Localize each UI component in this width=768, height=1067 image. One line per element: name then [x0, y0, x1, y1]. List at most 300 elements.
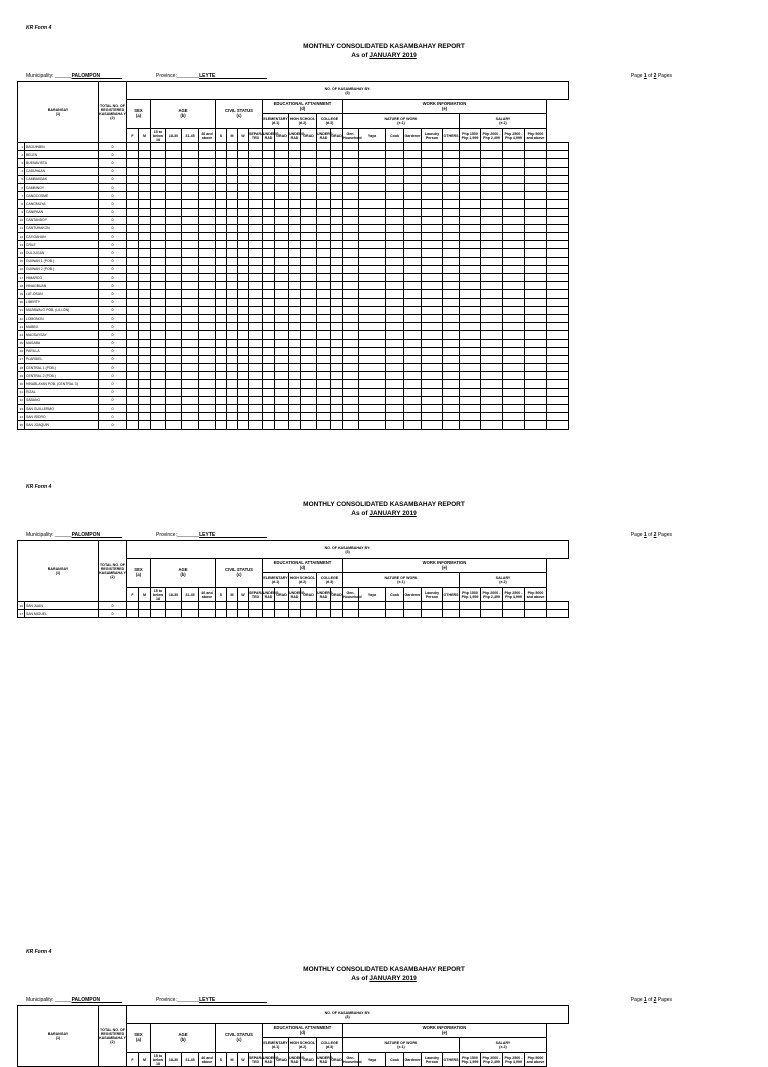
- table-cell: [199, 167, 216, 175]
- table-cell: [481, 208, 503, 216]
- table-cell: [127, 396, 139, 404]
- no-of-kasambahay-header: NO. OF KASAMBAHAY BY: (3): [127, 82, 569, 100]
- table-cell: [404, 159, 422, 167]
- table-cell: [386, 290, 404, 298]
- table-cell: [275, 355, 289, 363]
- barangay-name: SAN JUAN: [25, 602, 99, 610]
- table-cell: [317, 192, 331, 200]
- table-cell: [359, 224, 386, 232]
- table-cell: [151, 282, 166, 290]
- table-cell: [317, 249, 331, 257]
- table-cell: [343, 192, 359, 200]
- table-cell: [182, 249, 199, 257]
- table-cell: [301, 282, 317, 290]
- salary-header: SALARY (e.2): [460, 1038, 547, 1053]
- table-cell: [317, 396, 331, 404]
- table-cell: [317, 306, 331, 314]
- table-cell: [343, 339, 359, 347]
- table-cell: [275, 249, 289, 257]
- table-cell: [199, 183, 216, 191]
- table-row: [18, 331, 569, 339]
- table-cell: [343, 602, 359, 610]
- table-cell: [289, 159, 301, 167]
- table-cell: [199, 413, 216, 421]
- table-cell: [166, 610, 182, 618]
- table-cell: [199, 306, 216, 314]
- table-cell: [289, 298, 301, 306]
- table-cell: [127, 331, 139, 339]
- table-cell: [404, 208, 422, 216]
- table-cell: [139, 249, 151, 257]
- table-cell: [199, 192, 216, 200]
- table-cell: [481, 380, 503, 388]
- table-cell: [422, 183, 443, 191]
- table-cell: [422, 233, 443, 241]
- table-cell: [331, 314, 343, 322]
- barangay-name: CAMBINOY: [25, 183, 99, 191]
- table-cell: [227, 257, 238, 265]
- table-cell: [331, 364, 343, 372]
- table-cell: [289, 396, 301, 404]
- table-cell: [263, 388, 275, 396]
- table-cell: [301, 602, 317, 610]
- table-cell: [331, 413, 343, 421]
- subheader-cell: Yaya: [359, 588, 386, 602]
- table-cell: [386, 274, 404, 282]
- table-cell: [238, 241, 249, 249]
- table-cell: [275, 388, 289, 396]
- table-cell: [404, 396, 422, 404]
- table-cell: [301, 224, 317, 232]
- total-registered: 0: [99, 274, 127, 282]
- table-cell: [503, 355, 525, 363]
- barangay-name: CANTUHAKON: [25, 224, 99, 232]
- table-cell: [481, 306, 503, 314]
- row-number: 11: [18, 224, 25, 232]
- table-cell: [227, 355, 238, 363]
- table-cell: [275, 274, 289, 282]
- table-cell: [166, 200, 182, 208]
- table-cell: [443, 265, 460, 273]
- table-cell: [547, 192, 569, 200]
- report-title-block: [0, 500, 768, 518]
- table-cell: [151, 413, 166, 421]
- table-cell: [289, 314, 301, 322]
- table-cell: [525, 143, 547, 151]
- table-cell: [386, 421, 404, 429]
- table-cell: [263, 241, 275, 249]
- table-cell: [199, 216, 216, 224]
- table-cell: [503, 175, 525, 183]
- table-cell: [301, 405, 317, 413]
- table-cell: [127, 274, 139, 282]
- college-header: COLLEGE (d.3): [317, 114, 343, 129]
- table-cell: [422, 610, 443, 618]
- civil-status-header: CIVIL STATUS (c): [216, 100, 263, 129]
- subheader-cell: M: [139, 1053, 151, 1067]
- table-cell: [249, 175, 263, 183]
- table-cell: [301, 306, 317, 314]
- table-cell: [317, 274, 331, 282]
- table-cell: [263, 421, 275, 429]
- table-cell: [182, 151, 199, 159]
- table-cell: [139, 290, 151, 298]
- table-cell: [386, 339, 404, 347]
- table-cell: [503, 610, 525, 618]
- total-registered: 0: [99, 241, 127, 249]
- table-cell: [275, 290, 289, 298]
- table-cell: [481, 405, 503, 413]
- barangay-name: SAN MIGUEL: [25, 610, 99, 618]
- table-cell: [227, 249, 238, 257]
- subheader-cell: F: [127, 588, 139, 602]
- table-cell: [249, 306, 263, 314]
- table-cell: [331, 339, 343, 347]
- table-cell: [238, 380, 249, 388]
- table-cell: [460, 224, 481, 232]
- subheader-cell: 31-45: [182, 129, 199, 143]
- subheader-cell: SEPARA TED: [249, 1053, 263, 1067]
- subheader-cell: 18-30: [166, 1053, 182, 1067]
- table-cell: [331, 380, 343, 388]
- row-number: 17: [18, 274, 25, 282]
- table-cell: [227, 216, 238, 224]
- table-cell: [460, 314, 481, 322]
- table-cell: [343, 314, 359, 322]
- table-cell: [503, 233, 525, 241]
- table-cell: [547, 298, 569, 306]
- college-header: COLLEGE (d.3): [317, 1038, 343, 1053]
- table-cell: [460, 274, 481, 282]
- table-cell: [199, 224, 216, 232]
- subheader-cell: 46 and above: [199, 588, 216, 602]
- table-cell: [166, 388, 182, 396]
- table-cell: [275, 159, 289, 167]
- table-cell: [151, 159, 166, 167]
- table-cell: [525, 282, 547, 290]
- table-cell: [503, 265, 525, 273]
- table-row: [18, 208, 569, 216]
- total-registered: 0: [99, 298, 127, 306]
- table-cell: [331, 290, 343, 298]
- table-cell: [227, 290, 238, 298]
- table-cell: [227, 208, 238, 216]
- elementary-header: ELEMENTARY (d.1): [263, 573, 289, 588]
- subheader-cell: 18-30: [166, 129, 182, 143]
- table-cell: [443, 249, 460, 257]
- table-cell: [547, 413, 569, 421]
- table-cell: [331, 405, 343, 413]
- table-cell: [289, 421, 301, 429]
- table-cell: [443, 388, 460, 396]
- barangay-name: CANGMUYA: [25, 200, 99, 208]
- table-cell: [359, 602, 386, 610]
- table-cell: [199, 208, 216, 216]
- table-cell: [525, 249, 547, 257]
- table-cell: [503, 347, 525, 355]
- table-cell: [249, 167, 263, 175]
- table-cell: [289, 192, 301, 200]
- table-cell: [139, 274, 151, 282]
- table-cell: [386, 175, 404, 183]
- total-registered: 0: [99, 249, 127, 257]
- table-row: [18, 314, 569, 322]
- table-cell: [166, 290, 182, 298]
- table-row: [18, 372, 569, 380]
- table-cell: [289, 413, 301, 421]
- table-cell: [182, 347, 199, 355]
- total-registered: 0: [99, 143, 127, 151]
- table-cell: [216, 372, 227, 380]
- table-cell: [331, 208, 343, 216]
- subheader-cell: F: [127, 1053, 139, 1067]
- table-cell: [503, 331, 525, 339]
- table-cell: [301, 183, 317, 191]
- report-table-1: [17, 81, 569, 430]
- table-cell: [460, 405, 481, 413]
- table-cell: [182, 200, 199, 208]
- province-field: Province:________LEYTE: [156, 997, 267, 1003]
- nature-of-work-header: NATURE OF WORK (e.1): [343, 1038, 460, 1053]
- table-cell: [166, 265, 182, 273]
- table-cell: [343, 200, 359, 208]
- table-cell: [182, 265, 199, 273]
- table-cell: [525, 183, 547, 191]
- table-cell: [227, 421, 238, 429]
- table-cell: [275, 224, 289, 232]
- total-registered: 0: [99, 233, 127, 241]
- table-cell: [422, 159, 443, 167]
- table-cell: [127, 159, 139, 167]
- subheader-cell: UNDERG RAD: [317, 1053, 331, 1067]
- table-cell: [301, 192, 317, 200]
- table-cell: [343, 224, 359, 232]
- table-cell: [301, 249, 317, 257]
- table-cell: [182, 224, 199, 232]
- table-cell: [404, 192, 422, 200]
- table-cell: [386, 364, 404, 372]
- table-cell: [151, 396, 166, 404]
- table-cell: [227, 347, 238, 355]
- subheader-cell: S: [216, 129, 227, 143]
- subheader-cell: GRAD: [331, 1053, 343, 1067]
- table-cell: [301, 143, 317, 151]
- table-cell: [317, 413, 331, 421]
- table-cell: [263, 233, 275, 241]
- table-cell: [238, 314, 249, 322]
- table-cell: [263, 372, 275, 380]
- total-registered: 0: [99, 216, 127, 224]
- subheader-cell: OTHERS: [443, 1053, 460, 1067]
- table-cell: [139, 413, 151, 421]
- table-cell: [422, 249, 443, 257]
- table-cell: [263, 355, 275, 363]
- table-cell: [199, 602, 216, 610]
- table-cell: [216, 364, 227, 372]
- table-cell: [386, 208, 404, 216]
- subheader-cell: M: [227, 588, 238, 602]
- barangay-name: LOMONON: [25, 314, 99, 322]
- barangay-name: BAGUINBIN: [25, 143, 99, 151]
- table-cell: [460, 159, 481, 167]
- table-cell: [443, 413, 460, 421]
- table-cell: [404, 151, 422, 159]
- table-cell: [481, 388, 503, 396]
- table-row: [18, 224, 569, 232]
- table-cell: [238, 151, 249, 159]
- table-cell: [404, 249, 422, 257]
- table-cell: [139, 323, 151, 331]
- table-cell: [289, 339, 301, 347]
- table-cell: [199, 249, 216, 257]
- table-cell: [547, 183, 569, 191]
- province-field: Province:________LEYTE: [156, 532, 267, 538]
- table-cell: [331, 298, 343, 306]
- table-cell: [127, 339, 139, 347]
- barangay-name: MAZAWALO POB. (LILI-ON): [25, 306, 99, 314]
- table-cell: [460, 200, 481, 208]
- report-month: JANUARY 2019: [369, 975, 417, 982]
- table-row: [18, 274, 569, 282]
- table-cell: [443, 200, 460, 208]
- table-cell: [227, 306, 238, 314]
- table-cell: [525, 241, 547, 249]
- table-cell: [182, 290, 199, 298]
- table-cell: [331, 257, 343, 265]
- municipality-field: Municipality: ______PALOMPON: [26, 997, 122, 1003]
- page-indicator: Page 1 of 2 Pages: [630, 532, 672, 538]
- table-cell: [127, 602, 139, 610]
- form-label: KR Form 4: [26, 25, 52, 31]
- table-cell: [227, 314, 238, 322]
- table-row: [18, 216, 569, 224]
- table-cell: [275, 233, 289, 241]
- table-cell: [151, 143, 166, 151]
- row-number: 2: [18, 151, 25, 159]
- work-information-header: WORK INFORMATION (e): [343, 100, 547, 114]
- table-cell: [216, 175, 227, 183]
- table-cell: [547, 208, 569, 216]
- barangay-name: MAGSAYSAY: [25, 331, 99, 339]
- table-cell: [151, 331, 166, 339]
- row-number: 23: [18, 323, 25, 331]
- table-cell: [263, 208, 275, 216]
- table-cell: [443, 314, 460, 322]
- table-cell: [182, 314, 199, 322]
- table-cell: [301, 323, 317, 331]
- table-cell: [216, 290, 227, 298]
- table-cell: [547, 200, 569, 208]
- table-cell: [289, 405, 301, 413]
- table-cell: [199, 314, 216, 322]
- total-registered: 0: [99, 339, 127, 347]
- total-registered: 0: [99, 388, 127, 396]
- table-cell: [238, 364, 249, 372]
- table-cell: [331, 265, 343, 273]
- table-cell: [238, 339, 249, 347]
- elementary-header: ELEMENTARY (d.1): [263, 114, 289, 129]
- table-cell: [317, 405, 331, 413]
- table-cell: [151, 602, 166, 610]
- table-cell: [139, 306, 151, 314]
- table-cell: [275, 183, 289, 191]
- table-cell: [317, 216, 331, 224]
- table-cell: [263, 331, 275, 339]
- table-cell: [199, 421, 216, 429]
- subheader-cell: Gardener: [404, 129, 422, 143]
- table-cell: [227, 602, 238, 610]
- table-cell: [404, 413, 422, 421]
- table-cell: [227, 323, 238, 331]
- table-row: [18, 364, 569, 372]
- table-cell: [249, 323, 263, 331]
- table-cell: [481, 355, 503, 363]
- table-cell: [238, 192, 249, 200]
- table-cell: [151, 298, 166, 306]
- table-cell: [238, 347, 249, 355]
- table-cell: [359, 200, 386, 208]
- table-cell: [443, 257, 460, 265]
- table-cell: [238, 282, 249, 290]
- barangay-name: LIBERTY: [25, 298, 99, 306]
- table-cell: [443, 224, 460, 232]
- table-cell: [422, 347, 443, 355]
- table-cell: [289, 183, 301, 191]
- table-cell: [216, 200, 227, 208]
- table-cell: [238, 200, 249, 208]
- table-cell: [263, 200, 275, 208]
- table-cell: [547, 347, 569, 355]
- table-cell: [227, 183, 238, 191]
- table-row: [18, 183, 569, 191]
- table-cell: [166, 298, 182, 306]
- table-cell: [503, 405, 525, 413]
- table-cell: [166, 216, 182, 224]
- table-cell: [301, 265, 317, 273]
- age-header: AGE (b): [151, 559, 216, 588]
- table-cell: [151, 151, 166, 159]
- table-cell: [503, 372, 525, 380]
- table-cell: [359, 274, 386, 282]
- table-cell: [166, 405, 182, 413]
- table-cell: [249, 602, 263, 610]
- table-cell: [481, 175, 503, 183]
- table-cell: [127, 364, 139, 372]
- table-cell: [238, 602, 249, 610]
- table-cell: [249, 274, 263, 282]
- table-cell: [386, 314, 404, 322]
- table-cell: [422, 323, 443, 331]
- table-cell: [317, 314, 331, 322]
- table-cell: [481, 143, 503, 151]
- table-cell: [422, 224, 443, 232]
- table-cell: [249, 143, 263, 151]
- table-cell: [343, 216, 359, 224]
- table-cell: [481, 151, 503, 159]
- table-cell: [127, 323, 139, 331]
- table-cell: [331, 274, 343, 282]
- municipality-field: Municipality: ______PALOMPON: [26, 532, 122, 538]
- table-cell: [317, 355, 331, 363]
- subheader-cell: 31-45: [182, 588, 199, 602]
- table-cell: [460, 241, 481, 249]
- table-row: [18, 347, 569, 355]
- subheader-cell: Php 1500 Php 1,999: [460, 129, 481, 143]
- table-cell: [301, 347, 317, 355]
- table-cell: [343, 241, 359, 249]
- row-number: 9: [18, 208, 25, 216]
- table-cell: [289, 200, 301, 208]
